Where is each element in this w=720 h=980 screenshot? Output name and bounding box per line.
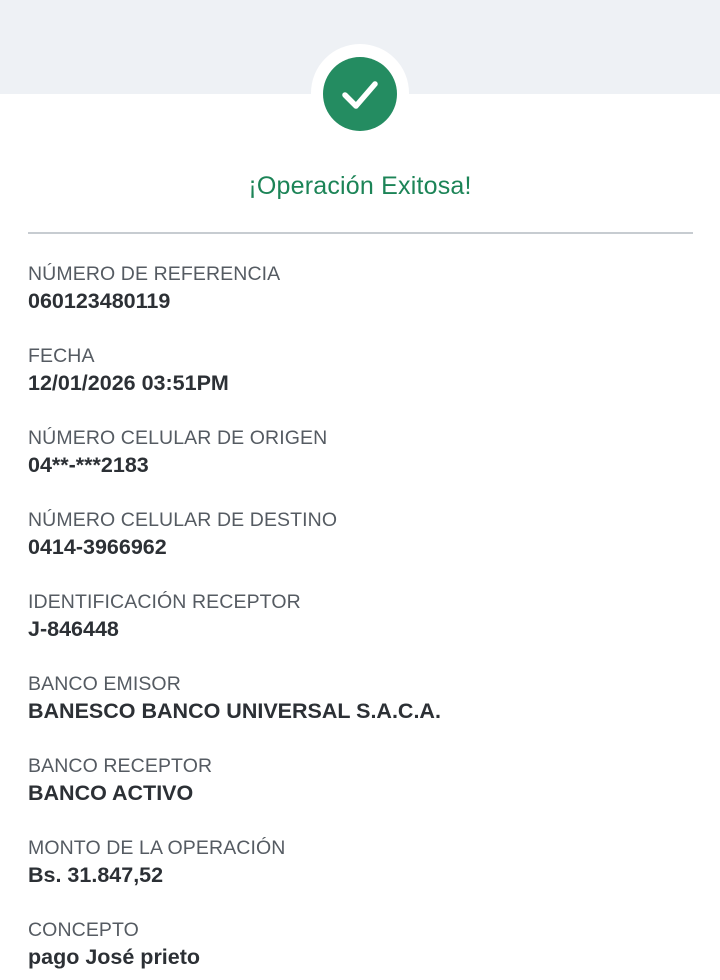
operation-details	[28, 262, 693, 980]
field-value: 04**-***2183	[28, 453, 149, 477]
check-circle-icon	[323, 57, 397, 131]
field-concept	[28, 918, 693, 980]
field-amount	[28, 836, 693, 918]
field-value: J-846448	[28, 617, 119, 641]
field-value: 0414-3966962	[28, 535, 167, 559]
field-value: Bs. 31.847,52	[28, 863, 164, 887]
field-label: CONCEPTO	[28, 919, 139, 941]
field-date	[28, 344, 693, 426]
checkmark-icon	[338, 72, 382, 116]
field-value: BANESCO BANCO UNIVERSAL S.A.C.A.	[28, 699, 441, 723]
field-label: BANCO EMISOR	[28, 673, 181, 695]
field-reference-number	[28, 262, 693, 344]
success-title: ¡Operación Exitosa!	[248, 172, 472, 200]
field-label: FECHA	[28, 345, 95, 367]
field-value: 12/01/2026 03:51PM	[28, 371, 229, 395]
field-receiver-id	[28, 590, 693, 672]
field-value: 060123480119	[28, 289, 171, 313]
field-destination-phone	[28, 508, 693, 590]
field-value: pago José prieto	[28, 945, 201, 969]
field-value: BANCO ACTIVO	[28, 781, 194, 805]
field-issuing-bank	[28, 672, 693, 754]
field-receiving-bank	[28, 754, 693, 836]
field-label: NÚMERO CELULAR DE ORIGEN	[28, 427, 328, 449]
field-label: NÚMERO DE REFERENCIA	[28, 263, 281, 285]
field-origin-phone	[28, 426, 693, 508]
divider	[28, 232, 693, 234]
field-label: IDENTIFICACIÓN RECEPTOR	[28, 591, 301, 613]
field-label: NÚMERO CELULAR DE DESTINO	[28, 509, 338, 531]
field-label: BANCO RECEPTOR	[28, 755, 213, 777]
field-label: MONTO DE LA OPERACIÓN	[28, 837, 286, 859]
